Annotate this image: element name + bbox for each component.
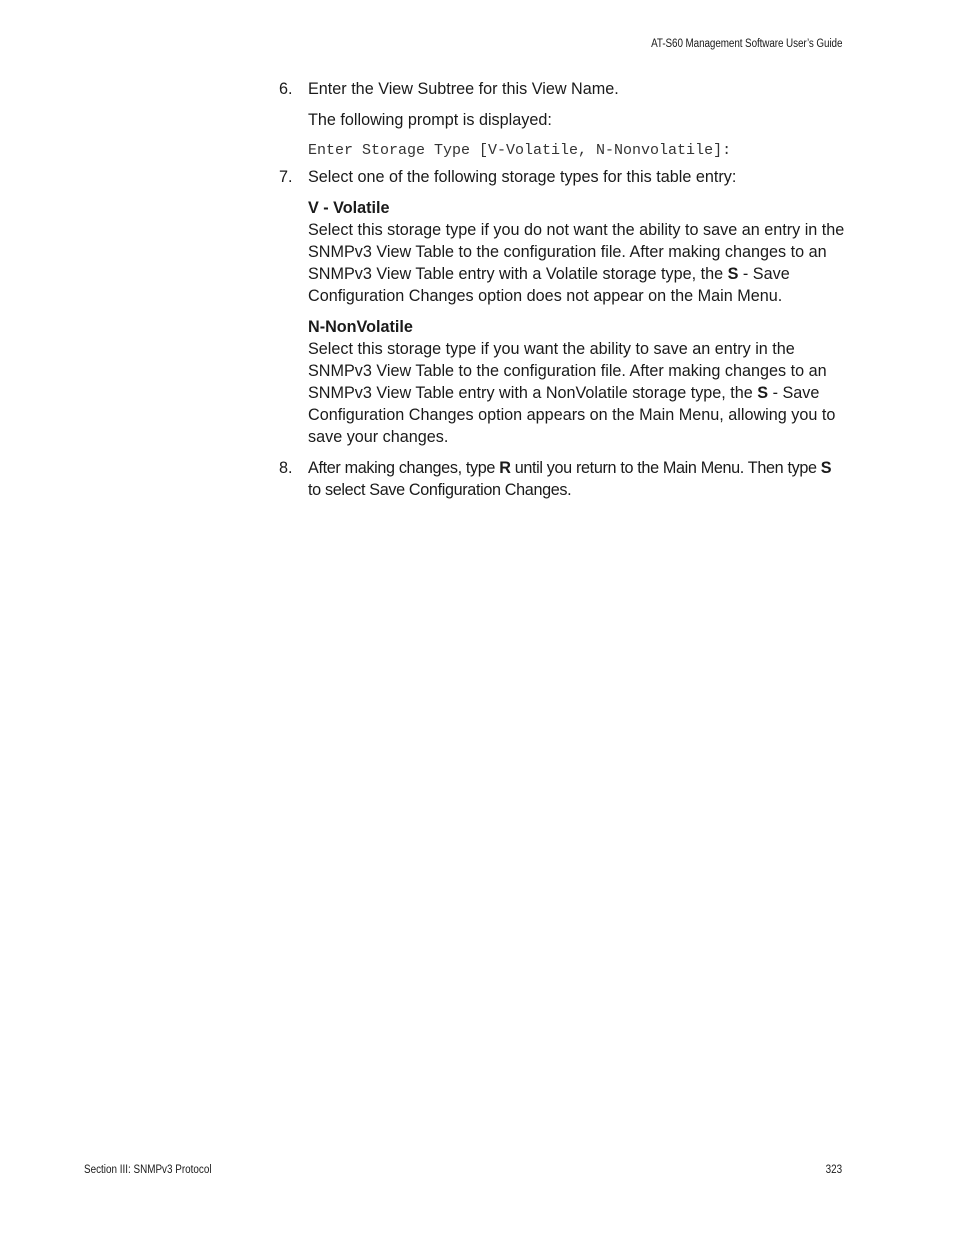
option-desc-text: - Save Configuration Changes option does not appear on the Main Menu. xyxy=(308,265,790,305)
footer-page-number: 323 xyxy=(825,1164,842,1176)
option-title: V - Volatile xyxy=(308,199,390,217)
step-number: 7. xyxy=(279,168,293,186)
option-nonvolatile xyxy=(308,316,847,448)
step-text-part: to select Save Configuration Changes. xyxy=(308,481,572,499)
key-r: R xyxy=(499,459,511,477)
option-title: N-NonVolatile xyxy=(308,318,413,336)
option-desc-text: Select this storage type if you do not want the ability to save an entry in the SNMPv3 View Table to the configuration file. After making changes to an SNMPv3 View Table entry with a Volatile storage type, the xyxy=(308,221,845,283)
step-6 xyxy=(279,78,847,162)
step-7 xyxy=(279,166,847,448)
step-text xyxy=(308,457,847,501)
option-description xyxy=(308,338,847,448)
option-volatile xyxy=(308,197,847,307)
option-key: S xyxy=(727,265,739,283)
prompt-intro: The following prompt is displayed: xyxy=(308,111,552,129)
step-text-part: After making changes, type xyxy=(308,459,500,477)
key-s: S xyxy=(820,459,832,477)
document-body xyxy=(279,78,847,501)
console-prompt: Enter Storage Type [V-Volatile, N-Nonvolatile]: xyxy=(308,142,732,159)
option-description xyxy=(308,219,847,307)
option-key: S xyxy=(757,384,769,402)
step-text-part: until you return to the Main Menu. Then type xyxy=(510,459,821,477)
footer-section: Section III: SNMPv3 Protocol xyxy=(84,1164,212,1176)
step-text: Select one of the following storage types for this table entry: xyxy=(308,168,737,186)
step-text: Enter the View Subtree for this View Name. xyxy=(308,80,619,98)
step-number: 6. xyxy=(279,80,293,98)
option-desc-text: Select this storage type if you want the ability to save an entry in the SNMPv3 View Table to the configuration file. After making changes to an SNMPv3 View Table entry with a NonVolatile storage type, the xyxy=(308,340,827,402)
step-number: 8. xyxy=(279,459,293,477)
step-8 xyxy=(279,457,847,501)
running-header: AT-S60 Management Software User’s Guide xyxy=(650,38,842,50)
option-desc-text: - Save Configuration Changes option appears on the Main Menu, allowing you to save your changes. xyxy=(308,384,836,446)
